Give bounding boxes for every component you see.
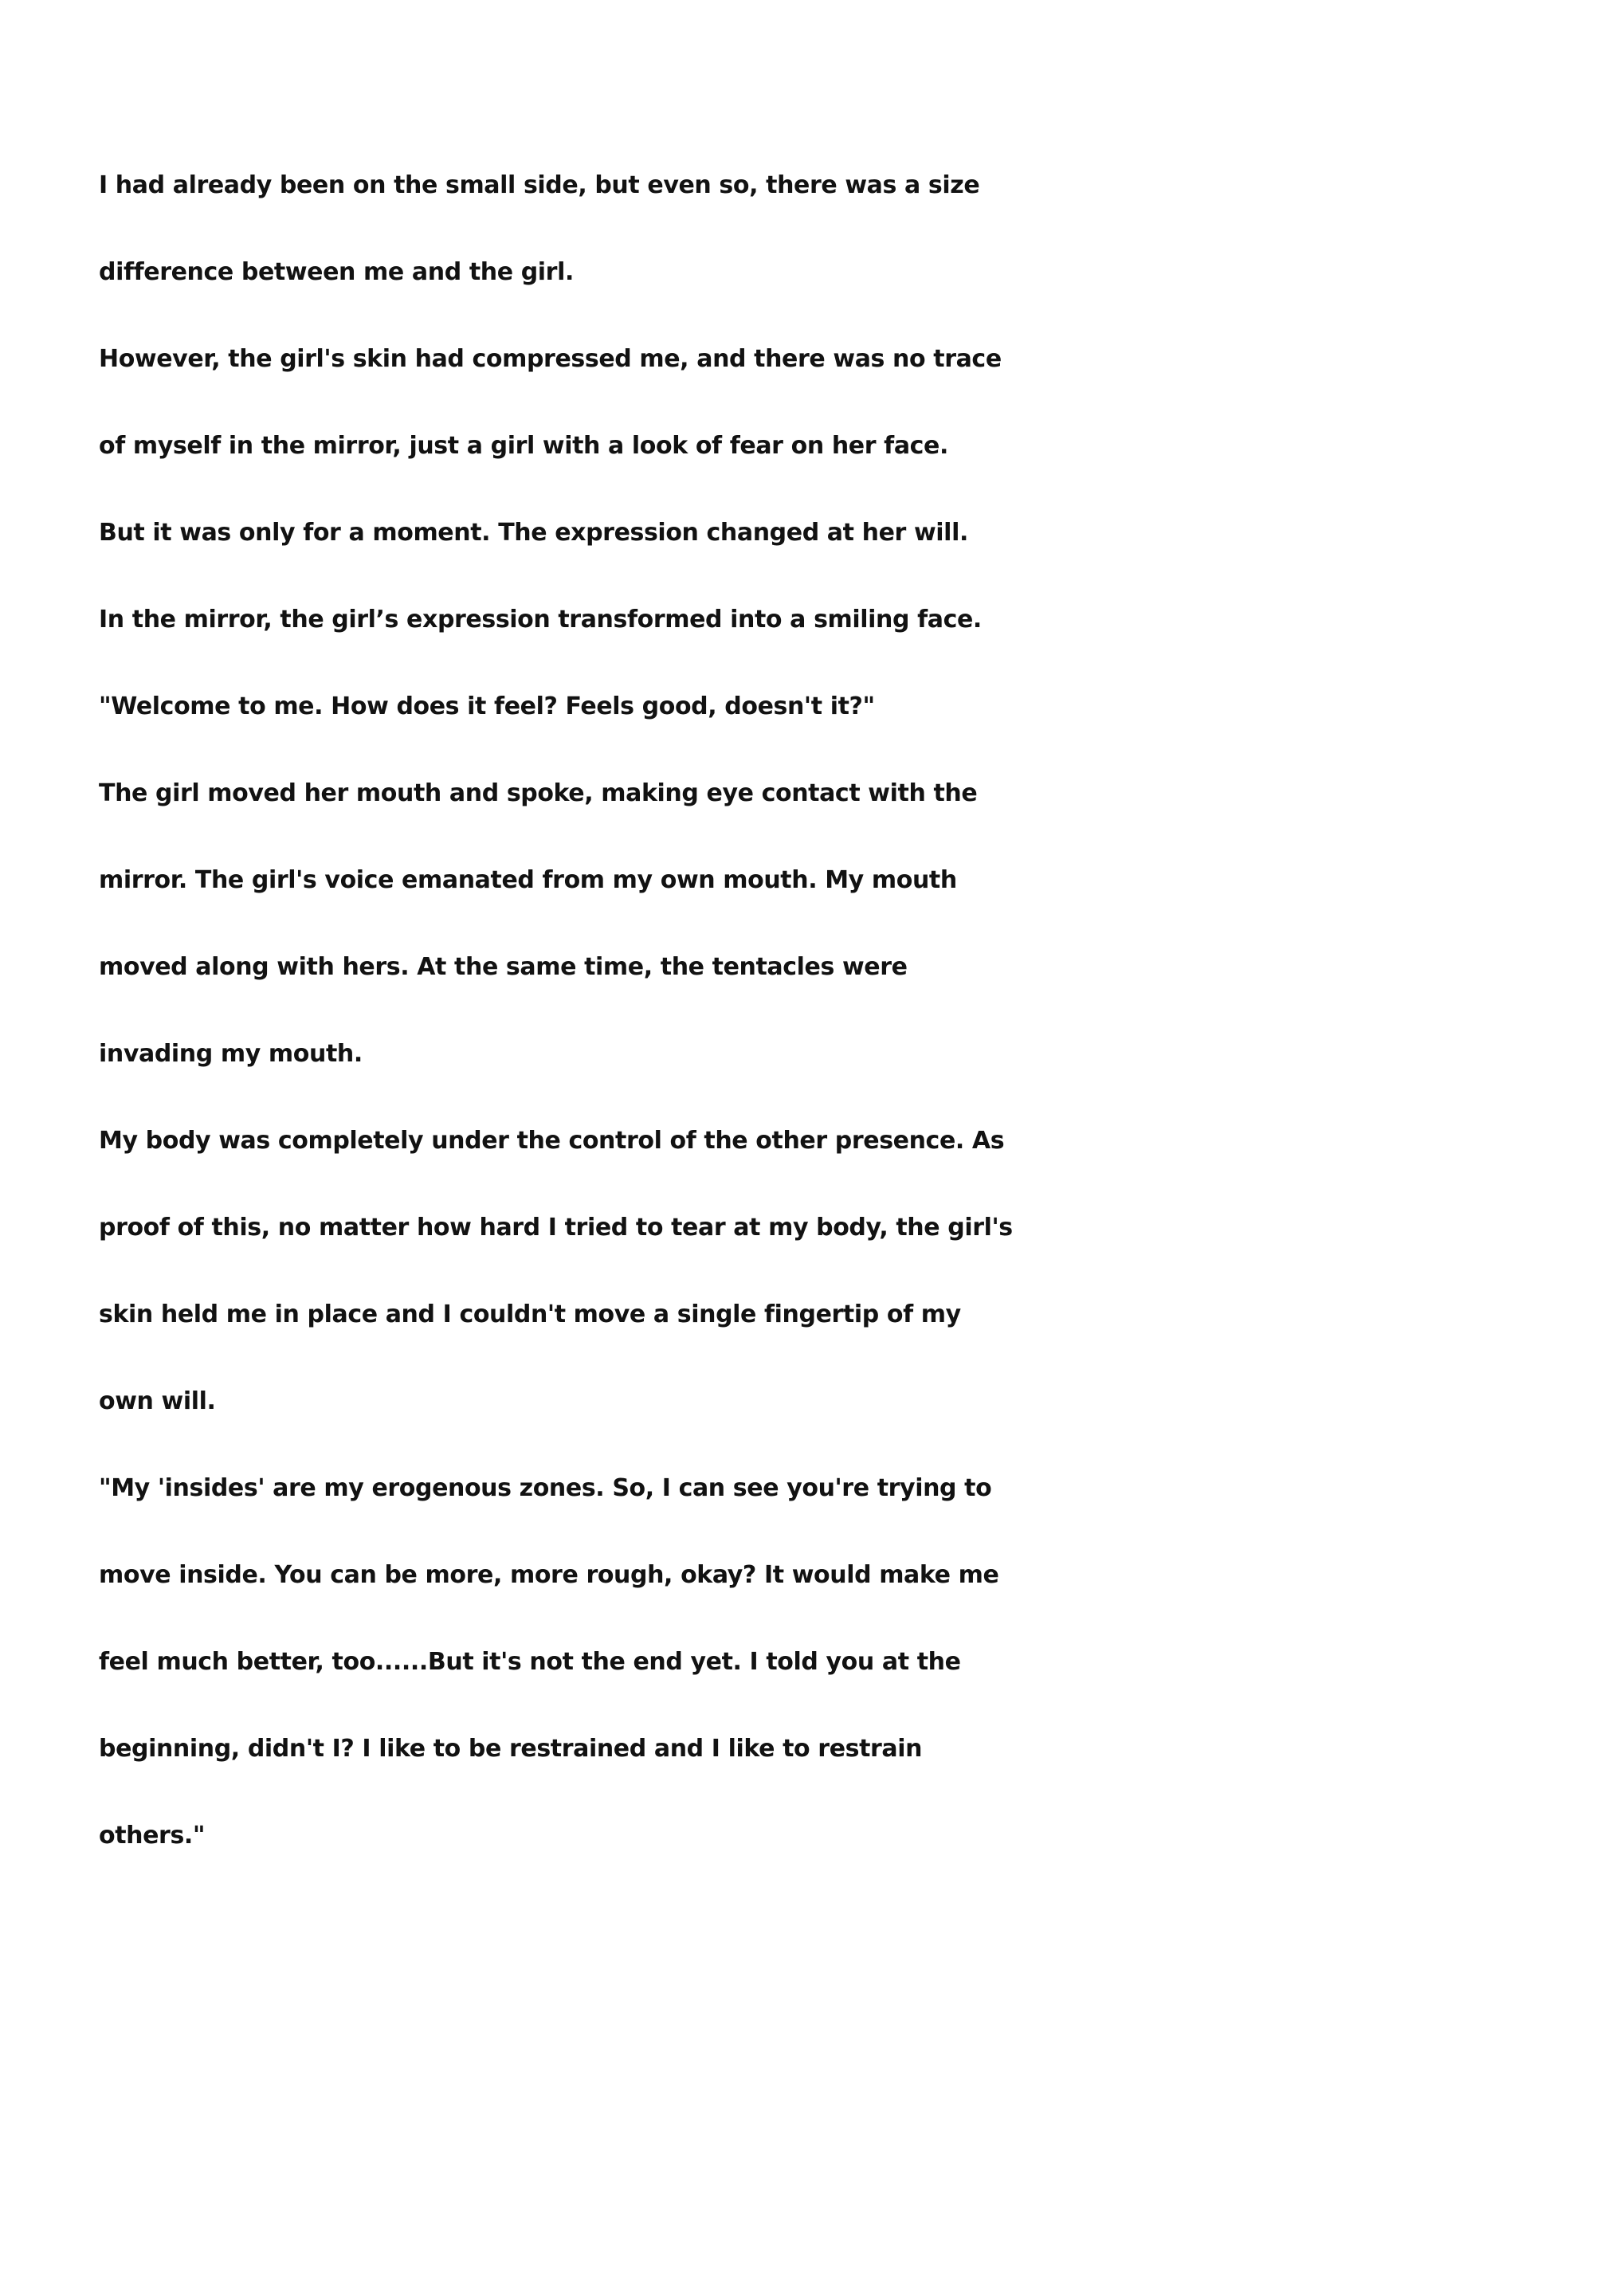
text-line: "Welcome to me. How does it feel? Feels good, doesn't it?" bbox=[99, 692, 875, 720]
text-line: skin held me in place and I couldn't move a single fingertip of my bbox=[99, 1300, 961, 1328]
text-line: difference between me and the girl. bbox=[99, 258, 574, 286]
text-line: The girl moved her mouth and spoke, making eye contact with the bbox=[99, 779, 978, 807]
text-line: My body was completely under the control of the other presence. As bbox=[99, 1127, 1005, 1155]
text-line: feel much better, too......But it's not the end yet. I told you at the bbox=[99, 1648, 961, 1676]
text-line: own will. bbox=[99, 1387, 216, 1415]
text-line: beginning, didn't I? I like to be restrained and I like to restrain bbox=[99, 1735, 923, 1763]
text-line: of myself in the mirror, just a girl with a look of fear on her face. bbox=[99, 432, 948, 460]
text-line: proof of this, no matter how hard I tried to tear at my body, the girl's bbox=[99, 1214, 1013, 1242]
text-line: others." bbox=[99, 1822, 206, 1850]
text-line: But it was only for a moment. The expression changed at her will. bbox=[99, 519, 968, 547]
text-line: "My 'insides' are my erogenous zones. So, I can see you're trying to bbox=[99, 1474, 992, 1502]
text-line: move inside. You can be more, more rough, okay? It would make me bbox=[99, 1561, 999, 1589]
story-text bbox=[99, 150, 1613, 1887]
text-line: mirror. The girl's voice emanated from my own mouth. My mouth bbox=[99, 866, 957, 894]
text-line: In the mirror, the girl’s expression transformed into a smiling face. bbox=[99, 606, 982, 634]
text-line: I had already been on the small side, but even so, there was a size bbox=[99, 171, 980, 199]
text-line: However, the girl's skin had compressed me, and there was no trace bbox=[99, 345, 1002, 373]
text-line: invading my mouth. bbox=[99, 1040, 363, 1068]
text-line: moved along with hers. At the same time, the tentacles were bbox=[99, 953, 908, 981]
